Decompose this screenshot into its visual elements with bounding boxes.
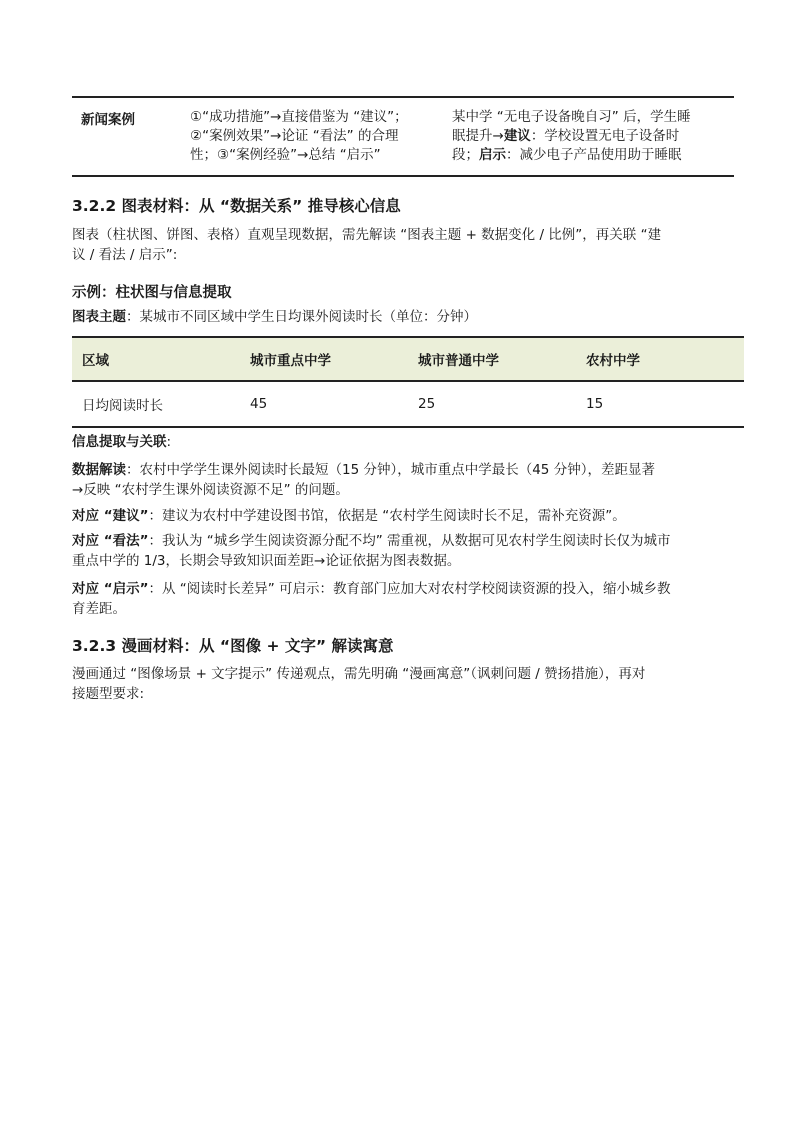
case-method-line: ①“成功措施”→直接借鉴为 “建议”； <box>190 109 408 125</box>
chart-topic <box>72 307 732 327</box>
case-example <box>452 108 722 165</box>
bold-term: 数据解读 <box>72 462 126 478</box>
text: ：建议为农村中学建设图书馆，依据是 “农村学生阅读时长不足，需补充资源”。 <box>148 508 626 524</box>
para-line: →反映 “农村学生课外阅读资源不足” 的问题。 <box>72 482 349 498</box>
section-heading-322: 3.2.2 图表材料：从 “数据关系” 推导核心信息 <box>72 197 401 215</box>
section-323-intro <box>72 664 732 704</box>
bold-term: 对应 “看法” <box>72 533 149 549</box>
para-line <box>72 531 732 551</box>
section-322-intro <box>72 225 732 265</box>
intro-line: 图表（柱状图、饼图、表格）直观呈现数据，需先解读 “图表主题 + 数据变化 / 比例”，再关联 “建 <box>72 227 662 243</box>
analysis-paragraph-view <box>72 531 732 571</box>
para-line: 重点中学的 1/3，长期会导致知识面差距→论证依据为图表数据。 <box>72 553 461 569</box>
text: 段； <box>452 147 479 163</box>
para-line <box>72 460 732 480</box>
analysis-heading-text: 信息提取与关联 <box>72 434 167 450</box>
analysis-paragraph-data <box>72 460 732 500</box>
text: ：从 “阅读时长差异” 可启示：教育部门应加大对农村学校阅读资源的投入，缩小城乡教 <box>148 581 671 597</box>
case-example-line <box>452 127 722 146</box>
news-case-row <box>72 98 734 177</box>
header-cell: 区域 <box>72 337 240 381</box>
para-line <box>72 579 732 599</box>
bold-term: 对应 “启示” <box>72 581 149 597</box>
row-label-cell: 日均阅读时长 <box>72 381 240 427</box>
table-header-row <box>72 337 744 381</box>
intro-line: 接题型要求: <box>72 686 145 702</box>
intro-line: 漫画通过 “图像场景 + 文字提示” 传递观点，需先明确 “漫画寓意”（讽刺问题 / 赞扬措施），再对 <box>72 666 646 682</box>
intro-line: 议 / 看法 / 启示”: <box>72 247 178 263</box>
value-cell: 15 <box>576 381 744 427</box>
bold-term: 启示 <box>479 147 506 163</box>
bold-term: 对应 “建议” <box>72 508 149 524</box>
case-label: 新闻案例 <box>81 112 135 128</box>
para-line: 育差距。 <box>72 601 126 617</box>
case-method-line: 性；③“案例经验”→总结 “启示” <box>190 147 381 163</box>
value-cell: 25 <box>408 381 576 427</box>
reading-time-table <box>72 336 744 428</box>
text: ：学校设置无电子设备时 <box>530 128 680 144</box>
analysis-paragraph-insight <box>72 579 732 619</box>
header-cell: 城市重点中学 <box>240 337 408 381</box>
analysis-paragraph-suggestion <box>72 506 732 526</box>
header-cell: 农村中学 <box>576 337 744 381</box>
para-line <box>72 506 732 526</box>
example-heading: 示例：柱状图与信息提取 <box>72 285 232 301</box>
section-heading-323: 3.2.3 漫画材料：从 “图像 + 文字” 解读寓意 <box>72 637 394 655</box>
chart-topic-text: ：某城市不同区域中学生日均课外阅读时长（单位：分钟） <box>126 309 477 325</box>
case-method <box>190 108 435 165</box>
table-row <box>72 381 744 427</box>
colon: : <box>166 434 172 450</box>
text: 眠提升→ <box>452 128 504 144</box>
value-cell: 45 <box>240 381 408 427</box>
text: ：我认为 “城乡学生阅读资源分配不均” 需重视，从数据可见农村学生阅读时长仅为城市 <box>148 533 671 549</box>
analysis-heading <box>72 432 732 452</box>
chart-topic-label: 图表主题 <box>72 309 126 325</box>
case-method-line: ②“案例效果”→论证 “看法” 的合理 <box>190 128 399 144</box>
text: ：减少电子产品使用助于睡眠 <box>506 147 682 163</box>
text: ：农村中学学生课外阅读时长最短（15 分钟），城市重点中学最长（45 分钟），差距显著 <box>126 462 655 478</box>
bold-term: 建议 <box>503 128 531 144</box>
case-example-line: 某中学 “无电子设备晚自习” 后，学生睡 <box>452 109 691 125</box>
case-example-line <box>452 146 722 165</box>
header-cell: 城市普通中学 <box>408 337 576 381</box>
